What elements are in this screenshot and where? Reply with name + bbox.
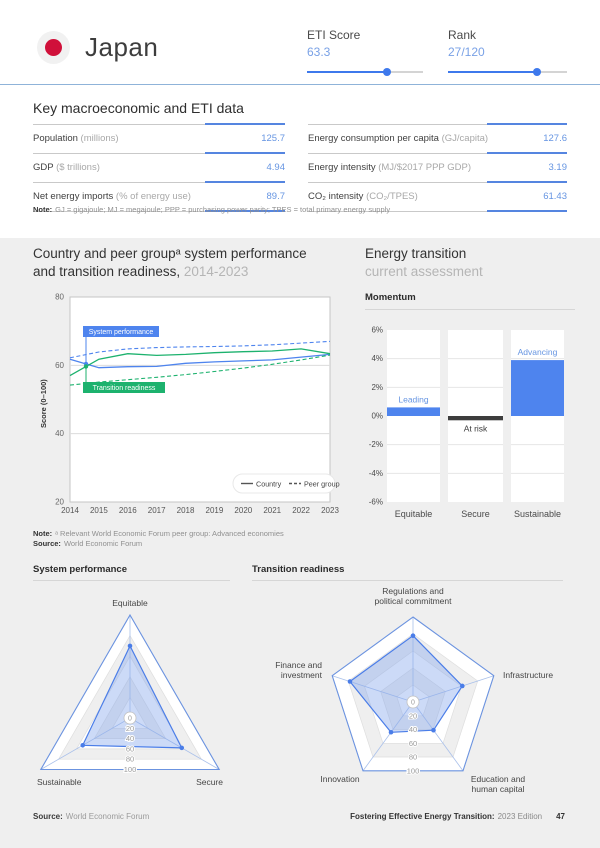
radar-axis-label: Equitable bbox=[112, 598, 148, 608]
momentum-bar-chart bbox=[355, 320, 575, 535]
note-text: GJ = gigajoule; MJ = megajoule; PPP = purchasing power parity; TPES = total primary energy supply bbox=[55, 205, 391, 214]
radar-data-marker bbox=[348, 679, 353, 684]
macro-title: Key macroeconomic and ETI data bbox=[33, 100, 244, 116]
y-tick-label: -4% bbox=[368, 468, 383, 478]
table-row bbox=[308, 124, 567, 153]
note-text: ᵃ Relevant World Economic Forum peer group: Advanced economies bbox=[55, 529, 284, 538]
y-tick-label: 6% bbox=[371, 325, 383, 335]
x-tick-label: 2017 bbox=[147, 506, 166, 515]
scale-label: 20 bbox=[408, 711, 418, 721]
macro-note bbox=[33, 205, 573, 215]
report-title: Fostering Effective Energy Transition: bbox=[350, 812, 495, 821]
trend-note-block bbox=[33, 529, 363, 548]
annotation-text: Transition readiness bbox=[92, 385, 156, 392]
row-unit: (MJ/$2017 PPP GDP) bbox=[378, 162, 471, 173]
eti-score-slider bbox=[307, 68, 423, 76]
radar-data-marker bbox=[128, 644, 133, 649]
category-label: Sustainable bbox=[513, 509, 562, 519]
note-prefix: Note: bbox=[33, 205, 53, 214]
row-unit: (millions) bbox=[80, 133, 119, 144]
rank-value: 27/120 bbox=[448, 45, 485, 59]
x-tick-label: 2014 bbox=[61, 506, 79, 515]
momentum-bar bbox=[448, 416, 503, 420]
row-label: Net energy imports (% of energy use) bbox=[33, 191, 191, 202]
rank-block bbox=[448, 28, 567, 76]
slider-fill bbox=[307, 71, 387, 73]
system-performance-radar-chart bbox=[15, 592, 245, 802]
y-tick-label: -6% bbox=[368, 497, 383, 507]
footer-source bbox=[33, 812, 149, 821]
country-title: Japan bbox=[85, 32, 159, 62]
note-prefix: Note: bbox=[33, 529, 53, 538]
table-row bbox=[33, 124, 285, 153]
source-prefix: Source: bbox=[33, 538, 61, 548]
radar-axis-label: Sustainable bbox=[37, 777, 82, 787]
row-label: Energy intensity (MJ/$2017 PPP GDP) bbox=[308, 162, 471, 173]
x-tick-label: 2016 bbox=[118, 506, 137, 515]
footer-source-text: World Economic Forum bbox=[65, 812, 150, 821]
y-tick-label: 4% bbox=[371, 354, 383, 364]
annotation-text: System performance bbox=[88, 329, 154, 336]
row-value: 3.19 bbox=[548, 162, 567, 173]
annotation-marker bbox=[84, 364, 88, 368]
radar-left-rule bbox=[33, 580, 230, 581]
momentum-bar bbox=[387, 407, 440, 416]
x-tick-label: 2021 bbox=[263, 506, 282, 515]
row-unit: (GJ/capita) bbox=[441, 133, 489, 144]
y-tick-label: 60 bbox=[55, 360, 64, 370]
row-unit: (% of energy use) bbox=[115, 191, 191, 202]
x-tick-label: 2020 bbox=[234, 506, 253, 515]
slider-knob bbox=[383, 68, 391, 76]
radar-axis-label: Regulations and bbox=[382, 586, 444, 596]
rank-slider bbox=[448, 68, 567, 76]
scale-label: 80 bbox=[408, 752, 418, 762]
category-label: Equitable bbox=[394, 509, 433, 519]
trend-title-line2: and transition readiness, 2014-2023 bbox=[33, 264, 249, 279]
japan-flag-icon bbox=[37, 31, 70, 64]
category-label: Secure bbox=[461, 509, 490, 519]
row-unit: (CO₂/TPES) bbox=[366, 191, 418, 202]
energy-section-title bbox=[365, 245, 483, 281]
footer-report bbox=[350, 812, 565, 821]
page-number: 47 bbox=[556, 812, 565, 821]
radar-left-title: System performance bbox=[33, 564, 127, 575]
radar-data-marker bbox=[411, 633, 416, 638]
macro-table-right bbox=[308, 124, 567, 211]
row-label: CO₂ intensity (CO₂/TPES) bbox=[308, 191, 418, 202]
y-tick-label: 20 bbox=[55, 497, 64, 507]
radar-axis-label: Secure bbox=[196, 777, 223, 787]
scale-label: 0 bbox=[128, 715, 132, 723]
eti-score-block bbox=[307, 28, 423, 76]
row-value: 89.7 bbox=[266, 191, 285, 202]
scale-label: 40 bbox=[408, 725, 418, 735]
radar-axis-label: Infrastructure bbox=[503, 670, 554, 680]
eti-score-label: ETI Score bbox=[307, 28, 361, 42]
trend-title-line1: Country and peer groupᵃ system performance bbox=[33, 246, 307, 261]
scale-label: 100 bbox=[123, 765, 137, 774]
scale-label: 60 bbox=[125, 744, 135, 754]
radar-axis-label: investment bbox=[280, 670, 322, 680]
scale-label: 0 bbox=[411, 699, 415, 707]
source-text: World Economic Forum bbox=[63, 538, 143, 548]
row-value: 127.6 bbox=[543, 133, 567, 144]
radar-data-marker bbox=[431, 728, 436, 733]
y-tick-label: 0% bbox=[371, 411, 383, 421]
bar-status-label: Leading bbox=[398, 394, 429, 405]
scale-label: 40 bbox=[125, 734, 135, 744]
trend-title-period: 2014-2023 bbox=[180, 264, 249, 279]
y-tick-label: 80 bbox=[55, 292, 64, 302]
row-label: GDP ($ trillions) bbox=[33, 162, 100, 173]
row-value: 61.43 bbox=[543, 191, 567, 202]
legend-label: Peer group bbox=[304, 479, 340, 489]
legend-label: Country bbox=[256, 479, 282, 489]
scale-label: 80 bbox=[125, 754, 135, 764]
scale-label: 60 bbox=[408, 738, 418, 748]
x-tick-label: 2019 bbox=[205, 506, 224, 515]
scale-label: 20 bbox=[125, 723, 135, 733]
trend-section-title bbox=[33, 245, 333, 281]
radar-data-marker bbox=[80, 743, 85, 748]
radar-axis-label: Finance and bbox=[275, 660, 322, 670]
radar-data-marker bbox=[460, 684, 465, 689]
radar-right-title: Transition readiness bbox=[252, 564, 345, 575]
radar-axis-label: political commitment bbox=[374, 596, 452, 606]
momentum-rule bbox=[365, 309, 575, 310]
scale-label: 100 bbox=[406, 766, 420, 776]
report-edition: 2023 Edition bbox=[497, 812, 543, 821]
trend-line-chart bbox=[20, 288, 350, 525]
eti-score-value: 63.3 bbox=[307, 45, 331, 59]
row-label: Energy consumption per capita (GJ/capita) bbox=[308, 133, 489, 144]
x-tick-label: 2022 bbox=[292, 506, 311, 515]
energy-subtitle: current assessment bbox=[365, 264, 483, 279]
y-tick-label: 2% bbox=[371, 382, 383, 392]
rank-label: Rank bbox=[448, 28, 477, 42]
row-label: Population (millions) bbox=[33, 133, 119, 144]
row-value: 4.94 bbox=[266, 162, 285, 173]
transition-readiness-radar-chart bbox=[270, 580, 570, 815]
bar-status-label: At risk bbox=[463, 423, 488, 434]
x-tick-label: 2015 bbox=[89, 506, 108, 515]
row-value: 125.7 bbox=[261, 133, 285, 144]
radar-axis-label: Innovation bbox=[320, 774, 360, 784]
footer-source-prefix: Source: bbox=[33, 812, 63, 821]
flag-red-circle bbox=[45, 39, 62, 56]
radar-data-marker bbox=[179, 746, 184, 751]
momentum-label: Momentum bbox=[365, 292, 416, 303]
bar-status-label: Advancing bbox=[517, 347, 558, 358]
radar-data-marker bbox=[389, 730, 394, 735]
table-row bbox=[33, 153, 285, 182]
radar-axis-label: Education and bbox=[470, 774, 526, 784]
table-row bbox=[308, 153, 567, 182]
slider-fill bbox=[448, 71, 537, 73]
x-tick-label: 2023 bbox=[321, 506, 339, 515]
header-divider bbox=[0, 84, 600, 85]
y-axis-title: Score (0–100) bbox=[39, 379, 48, 428]
y-tick-label: -2% bbox=[368, 440, 383, 450]
energy-title: Energy transition bbox=[365, 246, 467, 261]
x-tick-label: 2018 bbox=[176, 506, 195, 515]
slider-knob bbox=[533, 68, 541, 76]
y-tick-label: 40 bbox=[55, 429, 64, 439]
momentum-bar bbox=[511, 360, 564, 416]
row-unit: ($ trillions) bbox=[56, 162, 100, 173]
radar-axis-label: human capital bbox=[471, 784, 525, 794]
macro-table-left bbox=[33, 124, 285, 211]
